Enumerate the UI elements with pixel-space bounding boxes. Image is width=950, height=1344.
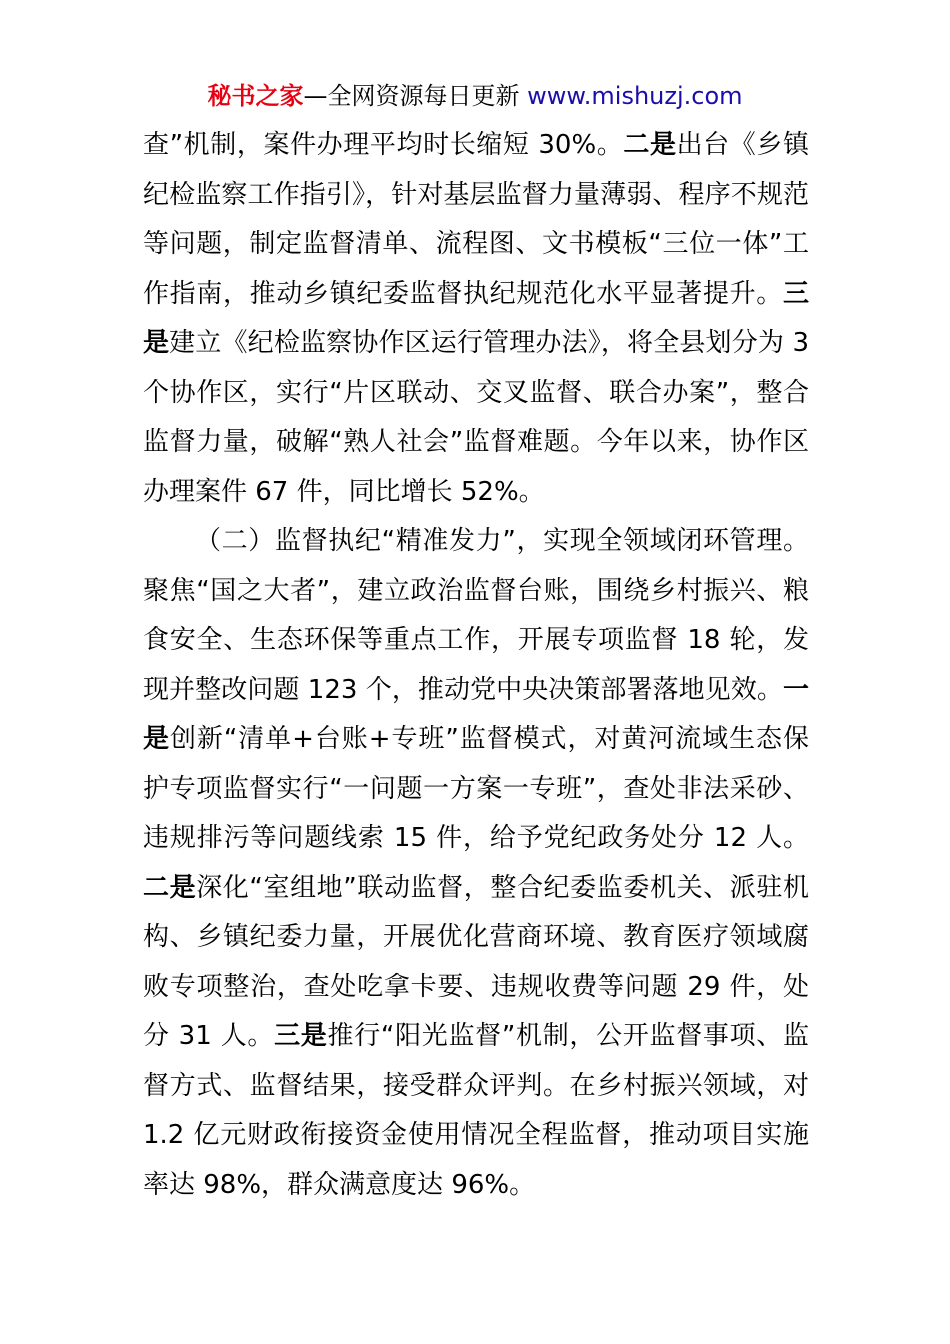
paragraph-text: 深化“室组地”联动监督，整合纪委监委机关、派驻机构、乡镇纪委力量，开展优化营商环境、教育医疗领域腐败专项整治，查处吃拿卡要、违规收费等问题 29 件，处分 31 人。 bbox=[143, 872, 809, 1051]
bold-label-two: 二是 bbox=[623, 130, 677, 160]
paragraph-text: （二）监督执纪“精准发力”，实现全领域闭环管理。聚焦“国之大者”，建立政治监督台账，围绕乡村振兴、粮食安全、生态环保等重点工作，开展专项监督 18 轮，发现并整改问题 123 个，推动党中央决策部署落地见效。 bbox=[143, 526, 809, 705]
paragraph-text: 建立《纪检监察协作区运行管理办法》，将全县划分为 3 个协作区，实行“片区联动、交叉监督、联合办案”，整合监督力量，破解“熟人社会”监督难题。今年以来，协作区办理案件 67 件，同比增长 52%。 bbox=[143, 328, 809, 507]
site-header bbox=[0, 80, 950, 112]
site-brand: 秘书之家 bbox=[207, 82, 304, 110]
bold-label-three: 三是 bbox=[274, 1021, 328, 1051]
paragraph-section-two bbox=[143, 517, 809, 1210]
bold-label-two: 二是 bbox=[143, 872, 197, 903]
document-body bbox=[143, 121, 809, 1210]
paragraph-text: 创新“清单+台账+专班”监督模式，对黄河流域生态保护专项监督实行“一问题一方案一专班”，查处非法采砂、违规排污等问题线索 15 件，给予党纪政务处分 12 人。 bbox=[143, 724, 809, 853]
bold-label-one: 一是 bbox=[143, 674, 809, 754]
site-tagline: —全网资源每日更新 bbox=[303, 82, 520, 110]
site-url-link[interactable]: www.mishuzj.com bbox=[527, 82, 743, 110]
bold-label-three: 三是 bbox=[143, 278, 809, 358]
paragraph-continued bbox=[143, 121, 809, 517]
paragraph-text: 推行“阳光监督”机制，公开监督事项、监督方式、监督结果，接受群众评判。在乡村振兴领域，对 1.2 亿元财政衔接资金使用情况全程监督，推动项目实施率达 98%，群众满意度达 96%。 bbox=[143, 1021, 809, 1200]
paragraph-text: 出台《乡镇纪检监察工作指引》，针对基层监督力量薄弱、程序不规范等问题，制定监督清单、流程图、文书模板“三位一体”工作指南，推动乡镇纪委监督执纪规范化水平显著提升。 bbox=[143, 130, 809, 309]
paragraph-text: 查”机制，案件办理平均时长缩短 30%。 bbox=[143, 130, 624, 160]
